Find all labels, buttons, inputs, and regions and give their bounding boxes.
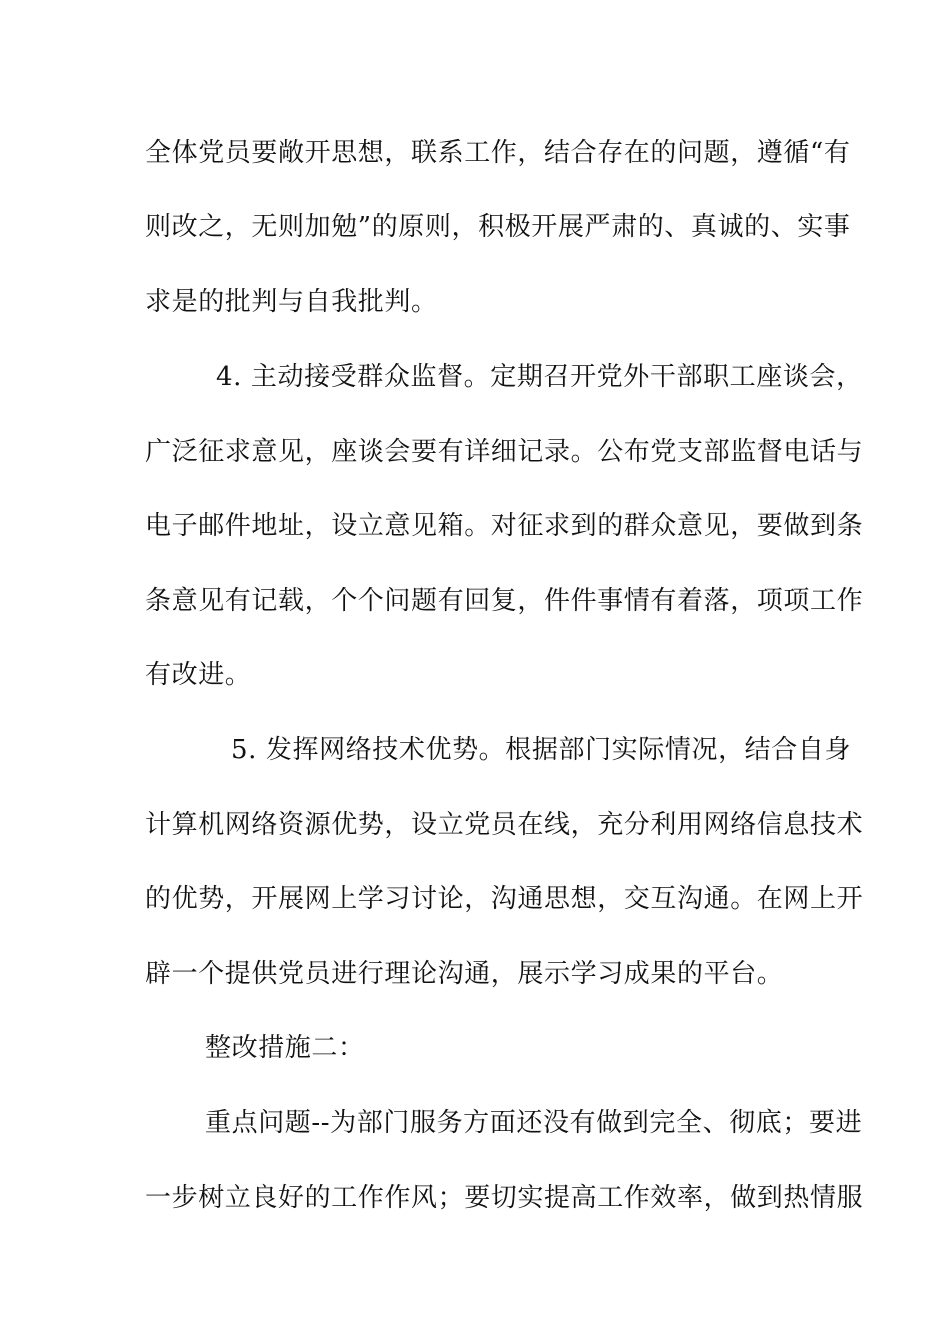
paragraph-line: 一步树立良好的工作作风；要切实提高工作效率，做到热情服	[145, 1183, 864, 1213]
paragraph-line: 计算机网络资源优势，设立党员在线，充分利用网络信息技术	[145, 810, 864, 840]
paragraph-line: 4. 主动接受群众监督。定期召开党外干部职工座谈会，	[216, 362, 863, 392]
paragraph-line: 全体党员要敞开思想，联系工作，结合存在的问题，遵循“有	[145, 138, 851, 168]
paragraph-line: 则改之，无则加勉”的原则，积极开展严肃的、真诚的、实事	[145, 212, 851, 242]
section-heading: 整改措施二：	[205, 1033, 365, 1063]
paragraph-line: 5. 发挥网络技术优势。根据部门实际情况，结合自身	[231, 735, 852, 765]
paragraph-line: 辟一个提供党员进行理论沟通，展示学习成果的平台。	[145, 959, 784, 989]
paragraph-line: 电子邮件地址，设立意见箱。对征求到的群众意见，要做到条	[145, 511, 864, 541]
paragraph-line: 广泛征求意见，座谈会要有详细记录。公布党支部监督电话与	[145, 437, 864, 467]
paragraph-line: 条意见有记载，个个问题有回复，件件事情有着落，项项工作	[145, 586, 864, 616]
paragraph-line: 重点问题--为部门服务方面还没有做到完全、彻底；要进	[205, 1108, 863, 1138]
paragraph-line: 的优势，开展网上学习讨论，沟通思想，交互沟通。在网上开	[145, 884, 864, 914]
paragraph-line: 有改进。	[145, 660, 252, 690]
paragraph-line: 求是的批判与自我批判。	[145, 287, 438, 317]
